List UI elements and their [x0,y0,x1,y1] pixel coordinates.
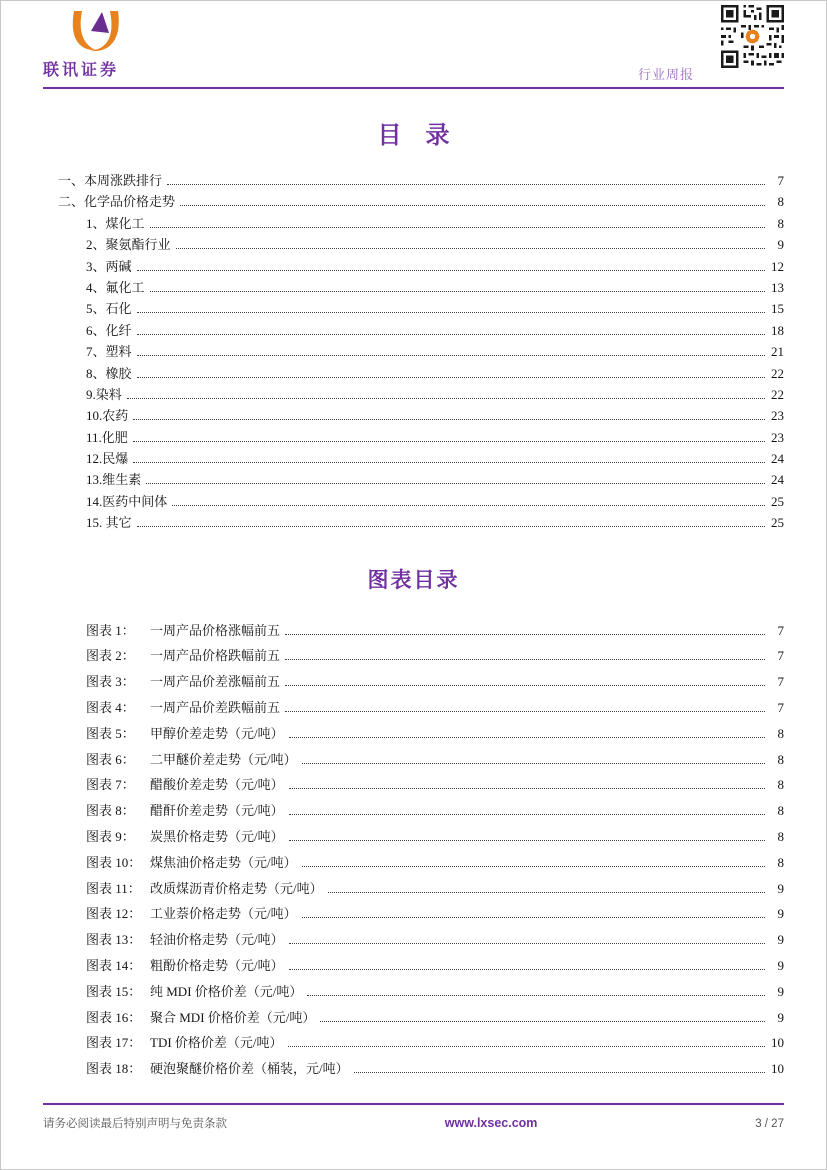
dot-leader [307,995,765,996]
figure-entry-page: 8 [777,803,784,819]
dot-leader [354,1072,765,1073]
dot-leader [328,892,765,893]
toc-entry-label: 11.化肥 [86,429,128,445]
toc-entry-page: 24 [771,472,784,488]
figure-entry-title: 聚合 MDI 价格价差（元/吨） [150,1009,316,1025]
toc-entry-page: 8 [777,194,784,210]
dot-leader [137,377,765,378]
figure-entry[interactable] [43,749,784,775]
toc-entry-label: 6、化纤 [86,322,132,338]
figure-entry-title: 硬泡聚醚价格价差（桶装，元/吨） [150,1061,349,1077]
figure-entry[interactable] [43,981,784,1007]
figure-entry-number: 图表 17： [86,1035,142,1051]
figure-entry-page: 9 [777,958,784,973]
footer-disclaimer: 请务必阅读最后特别声明与免责条款 [43,1118,227,1130]
dot-leader [302,763,765,764]
dot-leader [133,441,765,442]
figure-entry-number: 图表 18： [86,1061,142,1077]
figure-entry-page: 9 [777,880,784,896]
dot-leader [289,737,765,738]
toc-entry-page: 15 [771,301,784,317]
figure-entry-number: 图表 9： [86,829,135,845]
toc-entry[interactable] [43,256,784,277]
page-footer [43,1103,784,1131]
dot-leader [133,419,765,420]
figure-entry[interactable] [43,645,784,671]
figure-entry-page: 9 [777,1009,784,1025]
figure-entry[interactable] [43,774,784,800]
dot-leader [176,248,765,249]
brand-logo [43,7,163,80]
figure-entry-number: 图表 4： [86,700,135,716]
toc-entry-label: 15. 其它 [86,515,132,531]
figure-entry-page: 8 [777,725,784,741]
dot-leader [289,840,765,841]
toc-entry-label: 13.维生素 [86,472,142,488]
figure-entry[interactable] [43,697,784,723]
figure-entry-title: 纯 MDI 价格价差（元/吨） [150,983,303,999]
figure-entry[interactable] [43,852,784,878]
toc-entry[interactable] [43,491,784,512]
figure-entry-title: 甲醇价差走势（元/吨） [150,725,284,741]
figure-entry-title: 改质煤沥青价格走势（元/吨） [150,880,323,896]
toc-entry-page: 18 [771,322,784,338]
toc-entry-label: 二、化学品价格走势 [58,194,176,210]
toc-entry-label: 一、本周涨跌排行 [58,173,163,188]
figure-entry-title: 一周产品价差跌幅前五 [150,700,281,716]
toc-entry-page: 12 [771,258,784,274]
figure-entry[interactable] [43,1032,784,1058]
figure-entry-number: 图表 11： [86,880,141,896]
figure-entry-page: 9 [777,983,784,999]
dot-leader [137,334,765,335]
dot-leader [137,355,765,356]
figure-entry-number: 图表 12： [86,906,142,922]
dot-leader [285,659,765,660]
dot-leader [288,1046,765,1047]
figure-entry-number: 图表 8： [86,803,135,819]
figure-entry-title: 醋酸价差走势（元/吨） [150,777,284,793]
dot-leader [302,917,765,918]
brand-logo-icon [49,7,135,59]
toc-entry-page: 21 [771,344,784,360]
dot-leader [146,483,765,484]
report-type-label: 行业周报 [637,67,694,82]
figure-entry-title: 二甲醚价差走势（元/吨） [150,751,297,767]
toc-entry[interactable] [43,448,784,469]
figure-entry-number: 图表 1： [86,622,135,638]
footer-divider [43,1103,784,1105]
brand-name: 联讯证券 [43,62,120,79]
figure-list [43,620,784,1084]
toc-entry-label: 3、两碱 [86,258,132,274]
dot-leader [289,969,765,970]
toc-entry-label: 9.染料 [86,386,122,402]
toc-entry[interactable] [43,469,784,490]
figure-entry-number: 图表 7： [86,777,135,793]
toc-entry-label: 10.农药 [86,408,129,424]
figure-entry[interactable] [43,929,784,955]
figure-entry-number: 图表 14： [86,958,142,973]
figure-entry[interactable] [43,620,784,646]
footer-page-indicator: 3 / 27 [755,1118,784,1130]
figure-entry-title: 粗酚价格走势（元/吨） [150,958,284,973]
figure-entry-page: 7 [777,622,784,638]
figure-entry-title: 轻油价格走势（元/吨） [150,932,284,948]
figure-entry-page: 8 [777,751,784,767]
figure-entry-title: 一周产品价差涨幅前五 [150,674,281,690]
dot-leader [133,462,765,463]
toc-entry-page: 7 [777,173,784,188]
dot-leader [180,205,765,206]
toc-entry-page: 23 [771,429,784,445]
figure-entry[interactable] [43,903,784,929]
figure-entry-number: 图表 10： [86,854,142,870]
figure-entry[interactable] [43,723,784,749]
dot-leader [137,526,765,527]
figure-entry-page: 10 [771,1035,784,1051]
dot-leader [285,634,765,635]
toc-entry-page: 25 [771,515,784,531]
figure-entry-number: 图表 16： [86,1009,142,1025]
toc-entry[interactable] [43,384,784,405]
figure-entry-title: 醋酐价差走势（元/吨） [150,803,284,819]
figure-entry-page: 9 [777,906,784,922]
footer-website-link[interactable]: www.lxsec.com [444,1116,538,1130]
dot-leader [150,227,765,228]
toc-entry-label: 2、聚氨酯行业 [86,237,171,253]
figure-entry-title: 工业萘价格走势（元/吨） [150,906,297,922]
figure-entry-page: 10 [771,1061,784,1077]
figure-entry-number: 图表 2： [86,648,135,664]
toc-entry-label: 5、石化 [86,301,132,317]
toc-entry-label: 7、塑料 [86,344,132,360]
dot-leader [172,505,765,506]
figure-entry-title: 一周产品价格涨幅前五 [150,622,281,638]
figure-entry-number: 图表 15： [86,983,142,999]
figure-entry-page: 8 [777,854,784,870]
dot-leader [285,711,765,712]
figure-entry-page: 7 [777,700,784,716]
toc-entry-label: 14.医药中间体 [86,493,168,509]
dot-leader [285,685,765,686]
toc-entry[interactable] [43,277,784,298]
toc-entry-label: 8、橡胶 [86,365,132,381]
figure-entry-title: 炭黑价格走势（元/吨） [150,829,284,845]
figure-entry[interactable] [43,878,784,904]
figure-entry-number: 图表 5： [86,725,135,741]
page-header [43,1,784,87]
figure-entry[interactable] [43,826,784,852]
toc-entry[interactable] [43,341,784,362]
toc-entry[interactable] [43,512,784,533]
figure-entry[interactable] [43,800,784,826]
dot-leader [302,866,765,867]
dot-leader [127,398,765,399]
figure-entry[interactable] [43,1007,784,1033]
toc-entry-page: 24 [771,451,784,467]
toc-entry-page: 22 [771,365,784,381]
dot-leader [320,1021,765,1022]
figure-entry-page: 8 [777,829,784,845]
toc-entry-page: 9 [777,237,784,253]
dot-leader [167,184,765,185]
toc-entry-page: 23 [771,408,784,424]
dot-leader [289,788,765,789]
figure-entry-number: 图表 13： [86,932,142,948]
toc-entry-page: 22 [771,386,784,402]
dot-leader [289,943,765,944]
toc-title: 目 录 [377,123,450,149]
toc-entry[interactable] [43,320,784,341]
toc-entry[interactable] [43,170,784,191]
figure-entry-title: 一周产品价格跌幅前五 [150,648,281,664]
figure-entry-number: 图表 6： [86,751,135,767]
toc-entry-label: 12.民爆 [86,451,129,467]
dot-leader [289,814,765,815]
toc-entry[interactable] [43,234,784,255]
header-divider [43,87,784,89]
toc-entry-page: 13 [771,279,784,295]
toc-list [43,170,784,534]
figure-entry-title: TDI 价格价差（元/吨） [150,1035,283,1051]
figure-entry-page: 7 [777,648,784,664]
figure-entry-number: 图表 3： [86,674,135,690]
toc-entry[interactable] [43,405,784,426]
toc-entry-page: 8 [777,215,784,231]
figure-entry[interactable] [43,955,784,981]
figure-entry[interactable] [43,671,784,697]
dot-leader [137,270,765,271]
toc-entry[interactable] [43,298,784,319]
toc-entry[interactable] [43,427,784,448]
dot-leader [137,312,765,313]
figure-entry-title: 煤焦油价格走势（元/吨） [150,854,297,870]
figure-toc-title: 图表目录 [367,567,460,592]
toc-entry-label: 4、氟化工 [86,279,145,295]
toc-entry[interactable] [43,363,784,384]
toc-entry[interactable] [43,213,784,234]
toc-entry-page: 25 [771,493,784,509]
figure-entry-page: 8 [777,777,784,793]
figure-entry-page: 7 [777,674,784,690]
figure-entry[interactable] [43,1058,784,1084]
qr-code-icon [721,5,784,68]
toc-entry-label: 1、煤化工 [86,215,145,231]
dot-leader [150,291,765,292]
toc-entry[interactable] [43,191,784,212]
figure-entry-page: 9 [777,932,784,948]
